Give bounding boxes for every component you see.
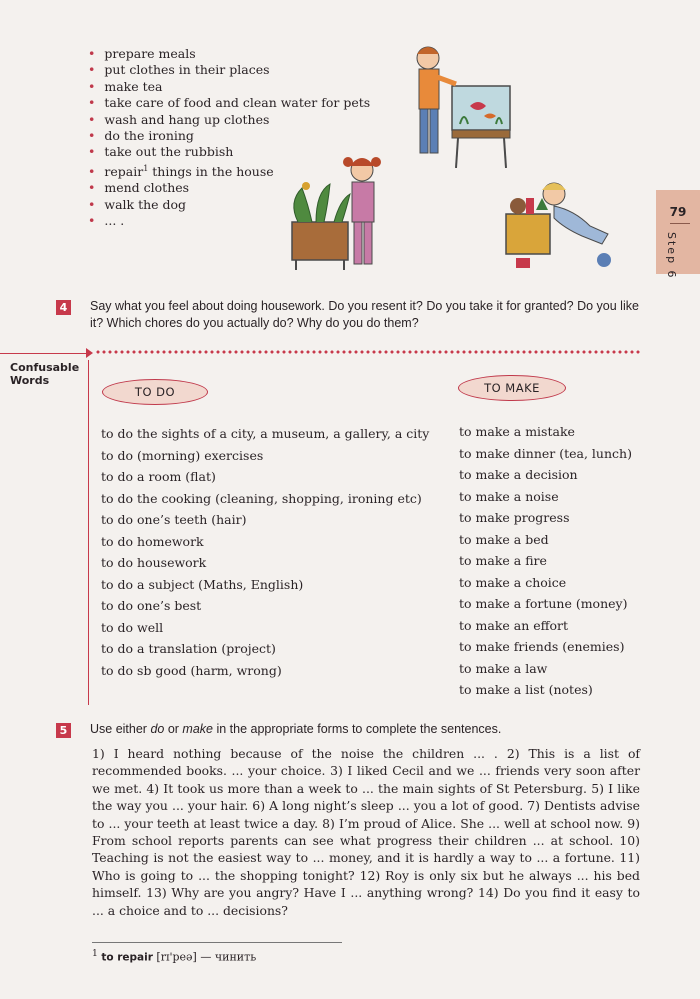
instruction-text: Use either xyxy=(90,722,151,736)
list-item: to do housework xyxy=(101,555,207,570)
list-item: to make friends (enemies) xyxy=(459,639,625,654)
footnote-divider xyxy=(92,942,342,943)
list-item: • take care of food and clean water for pets xyxy=(88,95,358,111)
list-item: to do sb good (harm, wrong) xyxy=(101,662,282,678)
list-item: • make tea xyxy=(88,79,358,95)
list-item: to make a choice xyxy=(459,574,567,590)
list-item: • take out the rubbish xyxy=(88,144,358,160)
girl-watering-plants-illustration xyxy=(276,150,386,272)
divider xyxy=(670,223,690,224)
step-label: Step 6 xyxy=(665,232,678,280)
footnote xyxy=(92,948,256,964)
exercise-5-sentences: 1) I heard nothing because of the noise the children ... . 2) This is a list of recommended books. ... your choice. 3) I liked Cecil and we ... friends very soon after we met. 4) It took us more than a week to ... the main sights of St Petersburg. 5) I like the way you ... your hair. 6) A long night’s sleep ... you a lot of good. 7) Dentists advise to ... your teeth at least twice a day. 8) I’m proud of Alice. She ... well at school now. 9) From school reports parents can see what progress their children ... at school. 10) Teaching is not the easiest way to ... money, and it is hardly a way to ... a fortune. 11) Who is going to ... the shopping tonight? 12) Roy is only six but he always ... his bed himself. 13) Why are you angry? Have I ... anything wrong? 14) Do you find it easy to ... a choice and to ... decisions? xyxy=(92,746,640,918)
task-number-badge: 5 xyxy=(56,723,71,738)
list-item: to do homework xyxy=(101,533,204,549)
boy-feeding-fish-illustration xyxy=(410,44,520,168)
list-item: • wash and hang up clothes xyxy=(88,112,358,128)
list-item: to make a mistake xyxy=(459,424,575,439)
label-line: Words xyxy=(10,374,50,387)
confusable-words-label xyxy=(10,361,79,387)
to-do-header: TO DO xyxy=(102,379,208,405)
list-item: to do the cooking (cleaning, shopping, ironing etc) xyxy=(101,490,422,506)
list-item: to do one’s teeth (hair) xyxy=(101,512,247,527)
repair-rest: things in the house xyxy=(148,164,274,179)
list-item: to do a translation (project) xyxy=(101,641,276,656)
list-item: to make a law xyxy=(459,660,548,676)
task-number-badge: 4 xyxy=(56,300,71,315)
list-item: • mend clothes xyxy=(88,180,358,196)
section-vertical-rule xyxy=(88,360,89,705)
list-item: • put clothes in their places xyxy=(88,62,358,78)
list-item: to do the sights of a city, a museum, a gallery, a city xyxy=(101,426,430,441)
dotted-divider xyxy=(95,350,640,354)
to-do-list xyxy=(101,423,429,681)
list-item: to do (morning) exercises xyxy=(101,447,264,463)
footnote-transcription: [rɪ'peə] xyxy=(156,950,197,964)
list-item: to make a fortune (money) xyxy=(459,596,628,611)
list-item: to do one’s best xyxy=(101,598,202,613)
list-item: • ... . xyxy=(88,213,358,229)
footnote-translation: — чинить xyxy=(200,950,257,964)
list-item: to make a bed xyxy=(459,531,549,547)
to-make-list xyxy=(459,421,632,701)
list-item: to do a subject (Maths, English) xyxy=(101,576,304,592)
page-number: 79 xyxy=(669,205,687,219)
list-item: to make a fire xyxy=(459,553,547,568)
list-item: • do the ironing xyxy=(88,128,358,144)
list-item: • walk the dog xyxy=(88,197,358,213)
footnote-term: to repair xyxy=(101,951,153,964)
repair-word: repair xyxy=(104,164,144,179)
footnote-mark: 1 xyxy=(92,948,98,959)
list-item: to do well xyxy=(101,619,164,635)
list-item: to make an effort xyxy=(459,617,569,633)
list-item: to make progress xyxy=(459,510,570,525)
section-rule xyxy=(0,353,90,354)
child-tidying-toys-illustration xyxy=(496,180,618,272)
instruction-text: or xyxy=(164,722,183,736)
page-side-tab xyxy=(656,190,700,280)
instruction-text: in the appropriate forms to complete the sentences. xyxy=(213,722,502,736)
list-item: to do a room (flat) xyxy=(101,469,216,484)
arrow-icon xyxy=(86,348,93,358)
label-line: Confusable xyxy=(10,361,80,374)
task-4-instruction: Say what you feel about doing housework. Do you resent it? Do you take it for granted? Do you like it? Which chores do you actually do? Why do you do them? xyxy=(90,299,639,330)
list-item: • prepare meals xyxy=(88,46,358,62)
footnote-mark: 1 xyxy=(143,163,149,173)
instruction-keyword: make xyxy=(182,722,213,736)
instruction-keyword: do xyxy=(150,722,165,736)
list-item: to make a list (notes) xyxy=(459,682,593,697)
list-item: to make dinner (tea, lunch) xyxy=(459,445,632,461)
list-item: to make a noise xyxy=(459,488,559,504)
task-5-instruction xyxy=(90,721,646,738)
to-make-header: TO MAKE xyxy=(458,375,566,401)
list-item: to make a decision xyxy=(459,467,578,482)
